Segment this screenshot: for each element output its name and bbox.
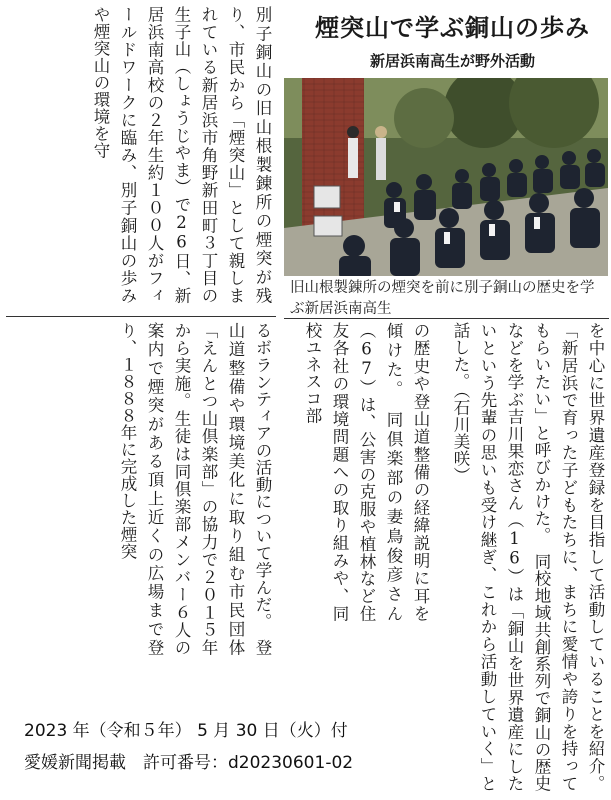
photo-caption: 旧山根製錬所の煙突を前に別子銅山の歴史を学ぶ新居浜南高生 xyxy=(290,280,595,317)
divider-caption xyxy=(284,318,609,319)
divider-left-tier xyxy=(6,316,276,317)
permit-number: 愛媛新聞掲載 許可番号：d20230601-02 xyxy=(24,753,354,773)
article-subhead: 新居浜南高生が野外活動 xyxy=(369,52,535,70)
publication-date: 2023 年（令和５年） 5 月 30 日（火）付 xyxy=(24,721,348,741)
photo-illustration xyxy=(284,78,608,276)
article-headline: 煙突山で学ぶ銅山の歩み xyxy=(315,14,590,42)
article-photo xyxy=(284,78,608,276)
article-body-left-upper: 別子銅山の旧山根製錬所の煙突が残り、市民から「煙突山」として親しまれている新居浜市角野新田町３丁目の生子山（しょうじやま）で26日、新居浜南高校の２年生約１００人がフィールドワークに臨み、別子銅山の歩みや煙突山の環境を守 xyxy=(91,6,272,304)
article-body-right-a: の歴史や登山道整備の経緯説明に耳を傾けた。 同倶楽部の妻鳥俊彦さん（67）は、公害の克服や植林など住友各社の環境問題への取り組みや、同校ユネスコ部 xyxy=(303,322,430,622)
article-body-left-lower: るボランティアの活動について学んだ。 登山道整備や環境美化に取り組む市民団体「えんとつ山倶楽部」の協力で２０１５年から実施。生徒は同倶楽部メンバー６人の案内で煙突がある頂上近くの広場まで登り、１８８８年に完成した煙突 xyxy=(118,322,272,656)
article-body-right-b: を中心に世界遺産登録を目指して活動していることを紹介。「新居浜で育った子どもたちに、まちに愛情や誇りを持ってもらいたい」と呼びかけた。 同校地域共創系列で銅山の歴史などを学ぶ吉川果恋さん（16）は「銅山を世界遺産にしたいという先輩の思いも受け継ぎ、これから活動していく」と話した。（石川美咲） xyxy=(451,322,605,792)
